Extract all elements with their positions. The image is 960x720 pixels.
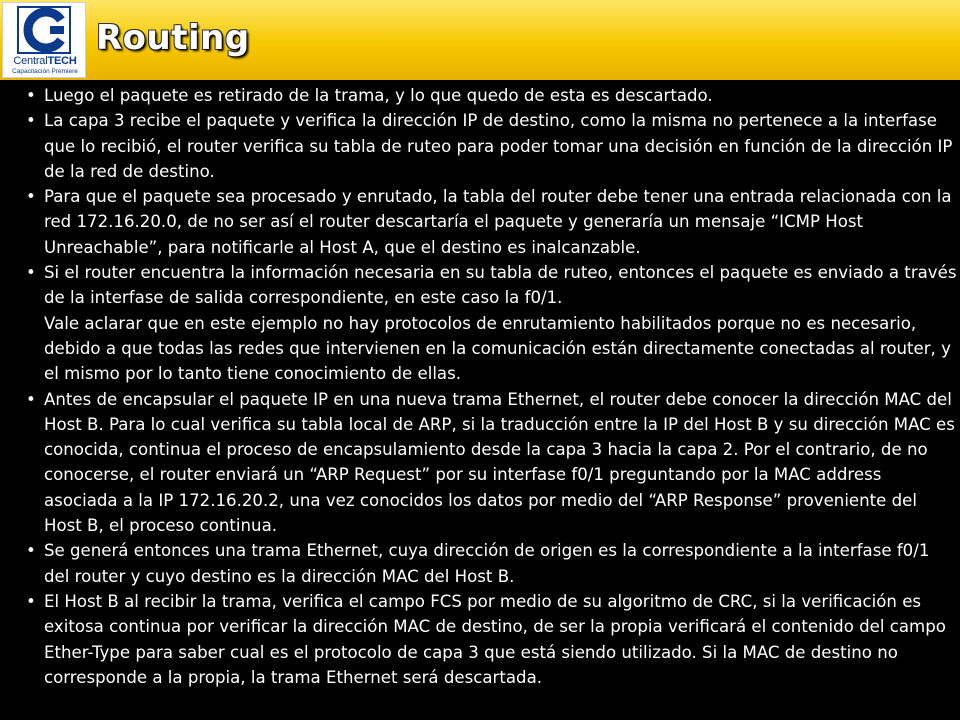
bullet-item: • El Host B al recibir la trama, verifica el campo FCS por medio de su algoritmo de CRC, si la verificación es exitosa continua por verificar la dirección MAC de destino, de ser la propia verificará el contenido del campo Ether-Type para saber cual es el protocolo de capa 3 que está siendo utilizado. Si la MAC de destino no corresponde a la propia, la trama Ethernet será descartada. xyxy=(26,589,958,690)
bullet-item: • Se generá entonces una trama Ethernet, cuya dirección de origen es la correspondiente a la interfase f0/1 del router y cuyo destino es la dirección MAC del Host B. xyxy=(26,538,958,589)
bullet-item: • Si el router encuentra la información necesaria en su tabla de ruteo, entonces el paquete es enviado a través de la interfase de salida correspondiente, en este caso la f0/1. xyxy=(26,260,958,311)
bullet-continuation: Vale aclarar que en este ejemplo no hay protocolos de enrutamiento habilitados porque no es necesario, debido a que todas las redes que intervienen en la comunicación están directamente conectadas al router, y el mismo por lo tanto tiene conocimiento de ellas. xyxy=(44,313,951,384)
slide-title: Routing xyxy=(96,18,250,58)
bullet-item: • Antes de encapsular el paquete IP en una nueva trama Ethernet, el router debe conocer la dirección MAC del Host B. Para lo cual verifica su tabla local de ARP, si la traducción entre la IP del Host B y su dirección MAC es conocida, continua el proceso de encapsulamiento desde la capa 3 hacia la capa 2. Por el contrario, de no conocerse, el router enviará un “ARP Request” por su interfase f0/1 preguntando por la MAC address asociada a la IP 172.16.20.2, una vez conocidos los datos por medio del “ARP Response” proveniente del Host B, el proceso continua. xyxy=(26,387,958,539)
bullet-item: • Para que el paquete sea procesado y enrutado, la tabla del router debe tener una entrada relacionada con la red 172.16.20.0, de no ser así el router descartaría el paquete y generaría un mensaje “ICMP Host Unreachable”, para notificarle al Host A, que el destino es inalcanzable. xyxy=(26,184,958,260)
bullet-list xyxy=(26,83,958,690)
bullet-item: • Luego el paquete es retirado de la trama, y lo que quedo de esta es descartado. xyxy=(26,83,958,108)
c-letter-logo-icon xyxy=(17,6,71,54)
logo-tagline: Capacitación Premiere xyxy=(12,68,78,75)
centraltech-logo xyxy=(2,2,86,78)
title-bar xyxy=(0,0,960,80)
logo-wordmark: CentralTECH xyxy=(13,55,77,67)
bullet-item: • La capa 3 recibe el paquete y verifica la dirección IP de destino, como la misma no pertenece a la interfase que lo recibió, el router verifica su tabla de ruteo para poder tomar una decisión en función de la dirección IP de la red de destino. xyxy=(26,108,958,184)
